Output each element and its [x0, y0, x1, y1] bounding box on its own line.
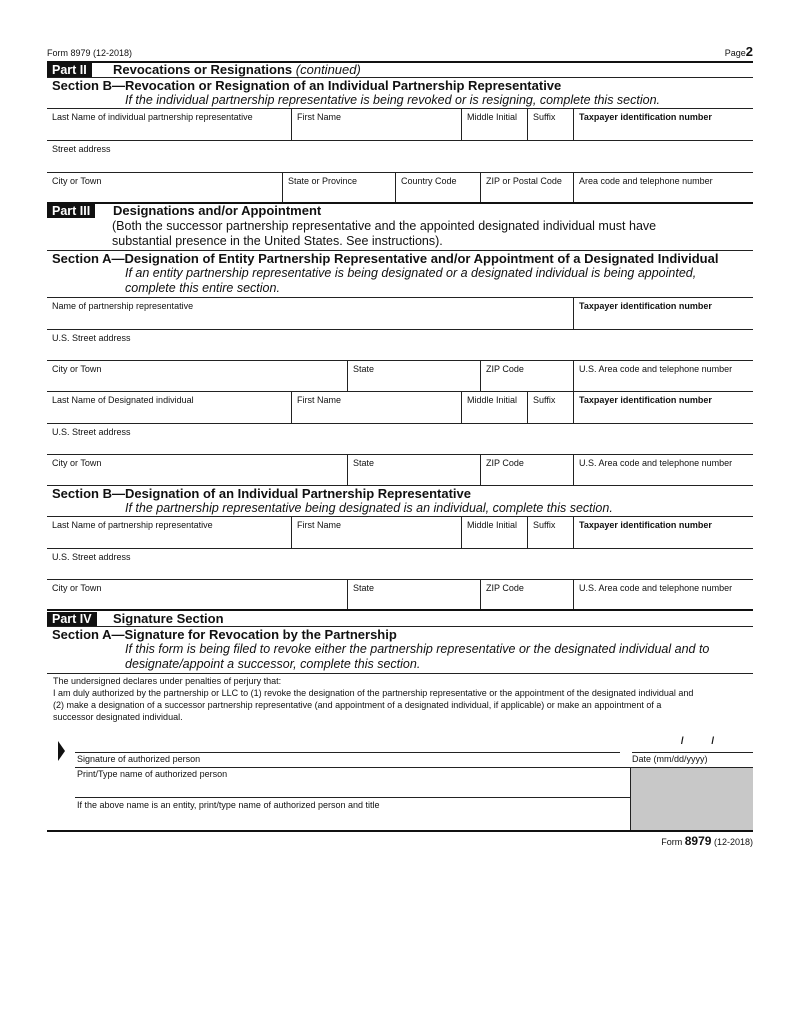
- state-field[interactable]: State or Province: [282, 173, 395, 202]
- footer-form-id: [661, 834, 753, 848]
- ipr-suffix-field[interactable]: Suffix: [527, 517, 573, 548]
- di-city-field[interactable]: City or Town: [52, 458, 102, 468]
- page-num: 2: [745, 44, 753, 59]
- ipr-tin-field[interactable]: Taxpayer identification number: [573, 517, 753, 548]
- last-name-field[interactable]: Last Name of individual partnership representative: [52, 112, 253, 122]
- part-label: Part II: [47, 63, 92, 77]
- ipr-city-row: [47, 580, 753, 611]
- ipr-middle-initial-field[interactable]: Middle Initial: [461, 517, 527, 548]
- declaration-text: I am duly authorized by the partnership or LLC to (1) revoke the designation of the partnership representative or the appointment of the designated individual and: [53, 688, 694, 698]
- part-title: Signature Section: [113, 611, 224, 626]
- part-title: Designations and/or Appointment: [113, 203, 322, 218]
- pr-zip-field[interactable]: ZIP Code: [480, 361, 573, 391]
- section-heading: Section B—Designation of an Individual Partnership Representative: [52, 486, 471, 501]
- di-zip-field[interactable]: ZIP Code: [480, 455, 573, 485]
- di-street-row: [47, 424, 753, 455]
- di-middle-initial-field[interactable]: Middle Initial: [461, 392, 527, 423]
- ipr-state-field[interactable]: State: [347, 580, 480, 609]
- shaded-area: [630, 768, 753, 831]
- street-field[interactable]: Street address: [52, 144, 111, 154]
- part3-header: [47, 203, 753, 219]
- di-tin-field[interactable]: Taxpayer identification number: [573, 392, 753, 423]
- part-note: (Both the successor partnership representative and the appointed designated individual must have: [112, 219, 657, 233]
- name-row: [47, 109, 753, 141]
- section-instruction: If the partnership representative being designated is an individual, complete this section.: [125, 501, 613, 515]
- divider: [47, 673, 753, 674]
- di-last-name-field[interactable]: Last Name of Designated individual: [52, 395, 194, 405]
- phone-field[interactable]: Area code and telephone number: [573, 173, 753, 202]
- pr-street-field[interactable]: U.S. Street address: [52, 333, 131, 343]
- form-prefix: Form: [661, 837, 683, 847]
- declaration-intro: The undersigned declares under penalties of perjury that:: [53, 676, 282, 686]
- di-street-field[interactable]: U.S. Street address: [52, 427, 131, 437]
- section-heading: Section A—Signature for Revocation by the Partnership: [52, 627, 397, 642]
- section-instruction: If the individual partnership representative is being revoked or is resigning, complete this section.: [125, 93, 661, 107]
- signature-label: Signature of authorized person: [77, 754, 201, 764]
- section-instruction: If an entity partnership representative is being designated or a designated individual is being appointed,: [125, 266, 697, 280]
- suffix-field[interactable]: Suffix: [527, 109, 573, 140]
- city-field[interactable]: City or Town: [52, 176, 102, 186]
- page-label: Page: [724, 48, 746, 58]
- pr-city-field[interactable]: City or Town: [52, 364, 102, 374]
- declaration-text: successor designated individual.: [53, 712, 183, 722]
- section-heading: Section A—Designation of Entity Partnership Representative and/or Appointment of a Designated Individual: [52, 251, 719, 266]
- pr-state-field[interactable]: State: [347, 361, 480, 391]
- pr-name-field[interactable]: Name of partnership representative: [52, 301, 194, 311]
- di-suffix-field[interactable]: Suffix: [527, 392, 573, 423]
- country-field[interactable]: Country Code: [395, 173, 480, 202]
- di-name-row: [47, 392, 753, 424]
- ipr-zip-field[interactable]: ZIP Code: [480, 580, 573, 609]
- entity-name-label: If the above name is an entity, print/type name of authorized person and title: [77, 800, 380, 810]
- ipr-phone-field[interactable]: U.S. Area code and telephone number: [573, 580, 753, 609]
- divider: [75, 797, 630, 798]
- di-state-field[interactable]: State: [347, 455, 480, 485]
- section-instruction: complete this entire section.: [125, 281, 280, 295]
- entity-name-field[interactable]: [75, 811, 630, 830]
- title: Revocations or Resignations: [113, 62, 293, 77]
- sign-here-arrow-icon: [58, 741, 65, 761]
- date-field[interactable]: / /: [632, 736, 753, 753]
- di-city-row: [47, 455, 753, 486]
- print-name-label: Print/Type name of authorized person: [77, 769, 228, 779]
- print-name-field[interactable]: [75, 780, 630, 797]
- di-phone-field[interactable]: U.S. Area code and telephone number: [573, 455, 753, 485]
- divider: [47, 830, 753, 832]
- form-id: Form 8979 (12-2018): [47, 48, 133, 58]
- pr-phone-field[interactable]: U.S. Area code and telephone number: [573, 361, 753, 391]
- ipr-city-field[interactable]: City or Town: [52, 583, 102, 593]
- date-label: Date (mm/dd/yyyy): [632, 754, 708, 764]
- part4-header: [47, 611, 753, 627]
- ipr-street-row: [47, 549, 753, 580]
- first-name-field[interactable]: First Name: [291, 109, 461, 140]
- pr-street-row: [47, 330, 753, 361]
- pr-city-row: [47, 361, 753, 392]
- signature-field[interactable]: [75, 736, 620, 753]
- part-label: Part III: [47, 204, 95, 218]
- section-instruction: If this form is being filed to revoke either the partnership representative or the designated individual and to: [125, 642, 710, 656]
- part2-header: [47, 62, 753, 78]
- middle-initial-field[interactable]: Middle Initial: [461, 109, 527, 140]
- part-note: substantial presence in the United States. See instructions).: [112, 234, 443, 248]
- form-rev: (12-2018): [713, 837, 753, 847]
- part-label: Part IV: [47, 612, 97, 626]
- ipr-last-name-field[interactable]: Last Name of partnership representative: [52, 520, 213, 530]
- page-number: [725, 44, 753, 59]
- pr-tin-field[interactable]: Taxpayer identification number: [573, 298, 753, 329]
- section-instruction: designate/appoint a successor, complete this section.: [125, 657, 421, 671]
- di-first-name-field[interactable]: First Name: [291, 392, 461, 423]
- ipr-street-field[interactable]: U.S. Street address: [52, 552, 131, 562]
- tin-field[interactable]: Taxpayer identification number: [573, 109, 753, 140]
- part-title: [113, 62, 361, 78]
- street-row: [47, 141, 753, 173]
- city-row: [47, 173, 753, 204]
- title-suffix: (continued): [295, 62, 361, 77]
- declaration-text: (2) make a designation of a successor partnership representative (and appointment of a designated individual, if applicable) or make an appointment of a: [53, 700, 662, 710]
- form-number: 8979: [684, 834, 712, 848]
- zip-field[interactable]: ZIP or Postal Code: [480, 173, 573, 202]
- ipr-first-name-field[interactable]: First Name: [291, 517, 461, 548]
- ipr-name-row: [47, 517, 753, 549]
- section-heading: Section B—Revocation or Resignation of an Individual Partnership Representative: [52, 78, 562, 93]
- pr-name-row: [47, 298, 753, 330]
